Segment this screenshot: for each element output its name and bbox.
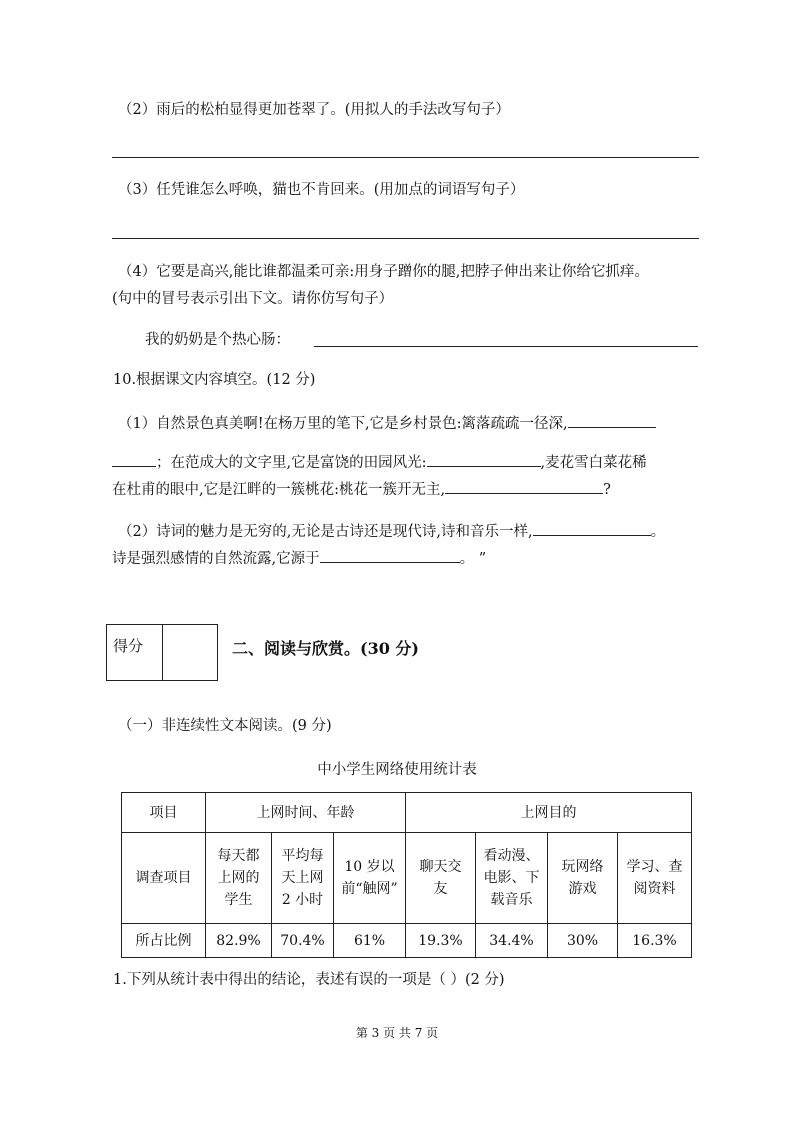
fill-blank-3[interactable] xyxy=(445,477,603,494)
table-column-header xyxy=(272,833,334,924)
table-caption: 中小学生网络使用统计表 xyxy=(317,762,477,778)
q10-part1-line1-text: （1）自然景色真美啊!在杨万里的笔下,它是乡村景色:篱落疏疏一径深, xyxy=(118,416,568,432)
q10-part2-line1-text: （2）诗词的魅力是无穷的,无论是古诗还是现代诗,诗和音乐一样, xyxy=(118,524,533,540)
answer-line-q2[interactable] xyxy=(112,157,699,158)
section-2-heading: 二、阅读与欣赏。(30 分) xyxy=(232,639,419,658)
table-header-row xyxy=(122,793,692,833)
answer-line-q3[interactable] xyxy=(112,238,699,239)
part-1-title: （一）非连续性文本阅读。(9 分) xyxy=(118,718,332,734)
column-header-line: 聊天交 xyxy=(419,859,462,875)
table-cell-value: 19.3% xyxy=(406,924,476,958)
fill-blank-1-cont[interactable] xyxy=(112,450,156,467)
answer-line-q4[interactable] xyxy=(314,346,698,347)
q10-part1-line3-end: ? xyxy=(603,482,611,498)
table-row-label-survey: 调查项目 xyxy=(122,833,206,924)
reading-question-1: 1.下列从统计表中得出的结论，表述有误的一项是（ ）(2 分) xyxy=(113,972,505,988)
column-header-line: 2 小时 xyxy=(281,892,324,908)
q10-part1-line2-text-a: ；在范成大的文字里,它是富饶的田园风光: xyxy=(156,455,427,471)
table-header-group-purpose: 上网目的 xyxy=(406,793,692,833)
table-header-item: 项目 xyxy=(122,793,206,833)
question-4-line2: (句中的冒号表示引出下文。请你仿写句子） xyxy=(112,291,394,307)
question-10-title: 10.根据课文内容填空。(12 分) xyxy=(113,372,316,388)
table-header-group-time-age: 上网时间、年龄 xyxy=(206,793,406,833)
page-footer: 第 3 页 共 7 页 xyxy=(355,1026,439,1040)
column-header-line: 10 岁以 xyxy=(344,859,395,875)
score-field[interactable] xyxy=(163,625,217,680)
column-header-line: 玩网络 xyxy=(561,859,604,875)
table-ratio-row xyxy=(122,924,692,958)
column-header-line: 游戏 xyxy=(568,881,597,897)
q10-part1-line2 xyxy=(112,450,647,473)
stats-table xyxy=(121,792,692,958)
q10-part2-line2 xyxy=(112,546,486,569)
table-column-header xyxy=(206,833,272,924)
score-label: 得分 xyxy=(107,625,163,680)
table-cell-value: 34.4% xyxy=(476,924,548,958)
question-2-text: （2）雨后的松柏显得更加苍翠了。(用拟人的手法改写句子） xyxy=(118,102,510,118)
question-4-line1: （4）它要是高兴,能比谁都温柔可亲:用身子蹭你的腿,把脖子伸出来让你给它抓痒。 xyxy=(118,264,649,280)
column-header-line: 阅资料 xyxy=(633,881,676,897)
column-header-line: 每天都 xyxy=(217,848,260,864)
table-cell-value: 30% xyxy=(548,924,618,958)
q10-part2-line1 xyxy=(118,519,665,542)
q10-part2-line2-end: 。 ” xyxy=(459,551,487,567)
column-header-line: 天上网 xyxy=(281,870,324,886)
column-header-line: 前“触网” xyxy=(341,881,398,897)
table-row-label-ratio: 所占比例 xyxy=(122,924,206,958)
table-column-header xyxy=(476,833,548,924)
fill-blank-4[interactable] xyxy=(533,519,651,536)
fill-blank-1[interactable] xyxy=(568,411,656,428)
fill-blank-2[interactable] xyxy=(427,450,541,467)
column-header-line: 上网的 xyxy=(217,870,260,886)
q10-part1-line1 xyxy=(118,411,656,434)
fill-blank-5[interactable] xyxy=(320,546,460,563)
column-header-line: 学习、查 xyxy=(626,859,683,875)
column-header-line: 平均每 xyxy=(281,848,324,864)
column-header-line: 友 xyxy=(433,881,448,897)
table-column-header xyxy=(334,833,406,924)
q10-part2-line2-text: 诗是强烈感情的自然流露,它源于 xyxy=(112,551,320,567)
question-4-prompt: 我的奶奶是个热心肠： xyxy=(145,332,290,348)
table-column-header xyxy=(406,833,476,924)
table-column-header xyxy=(618,833,692,924)
q10-part1-line2-text-b: ,麦花雪白菜花稀 xyxy=(540,455,647,471)
table-cell-value: 61% xyxy=(334,924,406,958)
question-3-text: （3）任凭谁怎么呼唤，猫也不肯回来。(用加点的词语写句子） xyxy=(118,182,525,198)
column-header-line: 看动漫、 xyxy=(483,848,540,864)
table-column-header xyxy=(548,833,618,924)
table-cell-value: 70.4% xyxy=(272,924,334,958)
table-cell-value: 16.3% xyxy=(618,924,692,958)
column-header-line: 载音乐 xyxy=(490,892,533,908)
q10-part1-line3 xyxy=(112,477,611,500)
column-header-line: 学生 xyxy=(224,892,253,908)
q10-part1-line3-text: 在杜甫的眼中,它是江畔的一簇桃花:桃花一簇开无主, xyxy=(112,482,446,498)
table-survey-row xyxy=(122,833,692,924)
table-cell-value: 82.9% xyxy=(206,924,272,958)
column-header-line: 电影、下 xyxy=(483,870,540,886)
q10-part2-line1-end: 。 xyxy=(650,524,666,540)
score-box xyxy=(106,624,218,681)
